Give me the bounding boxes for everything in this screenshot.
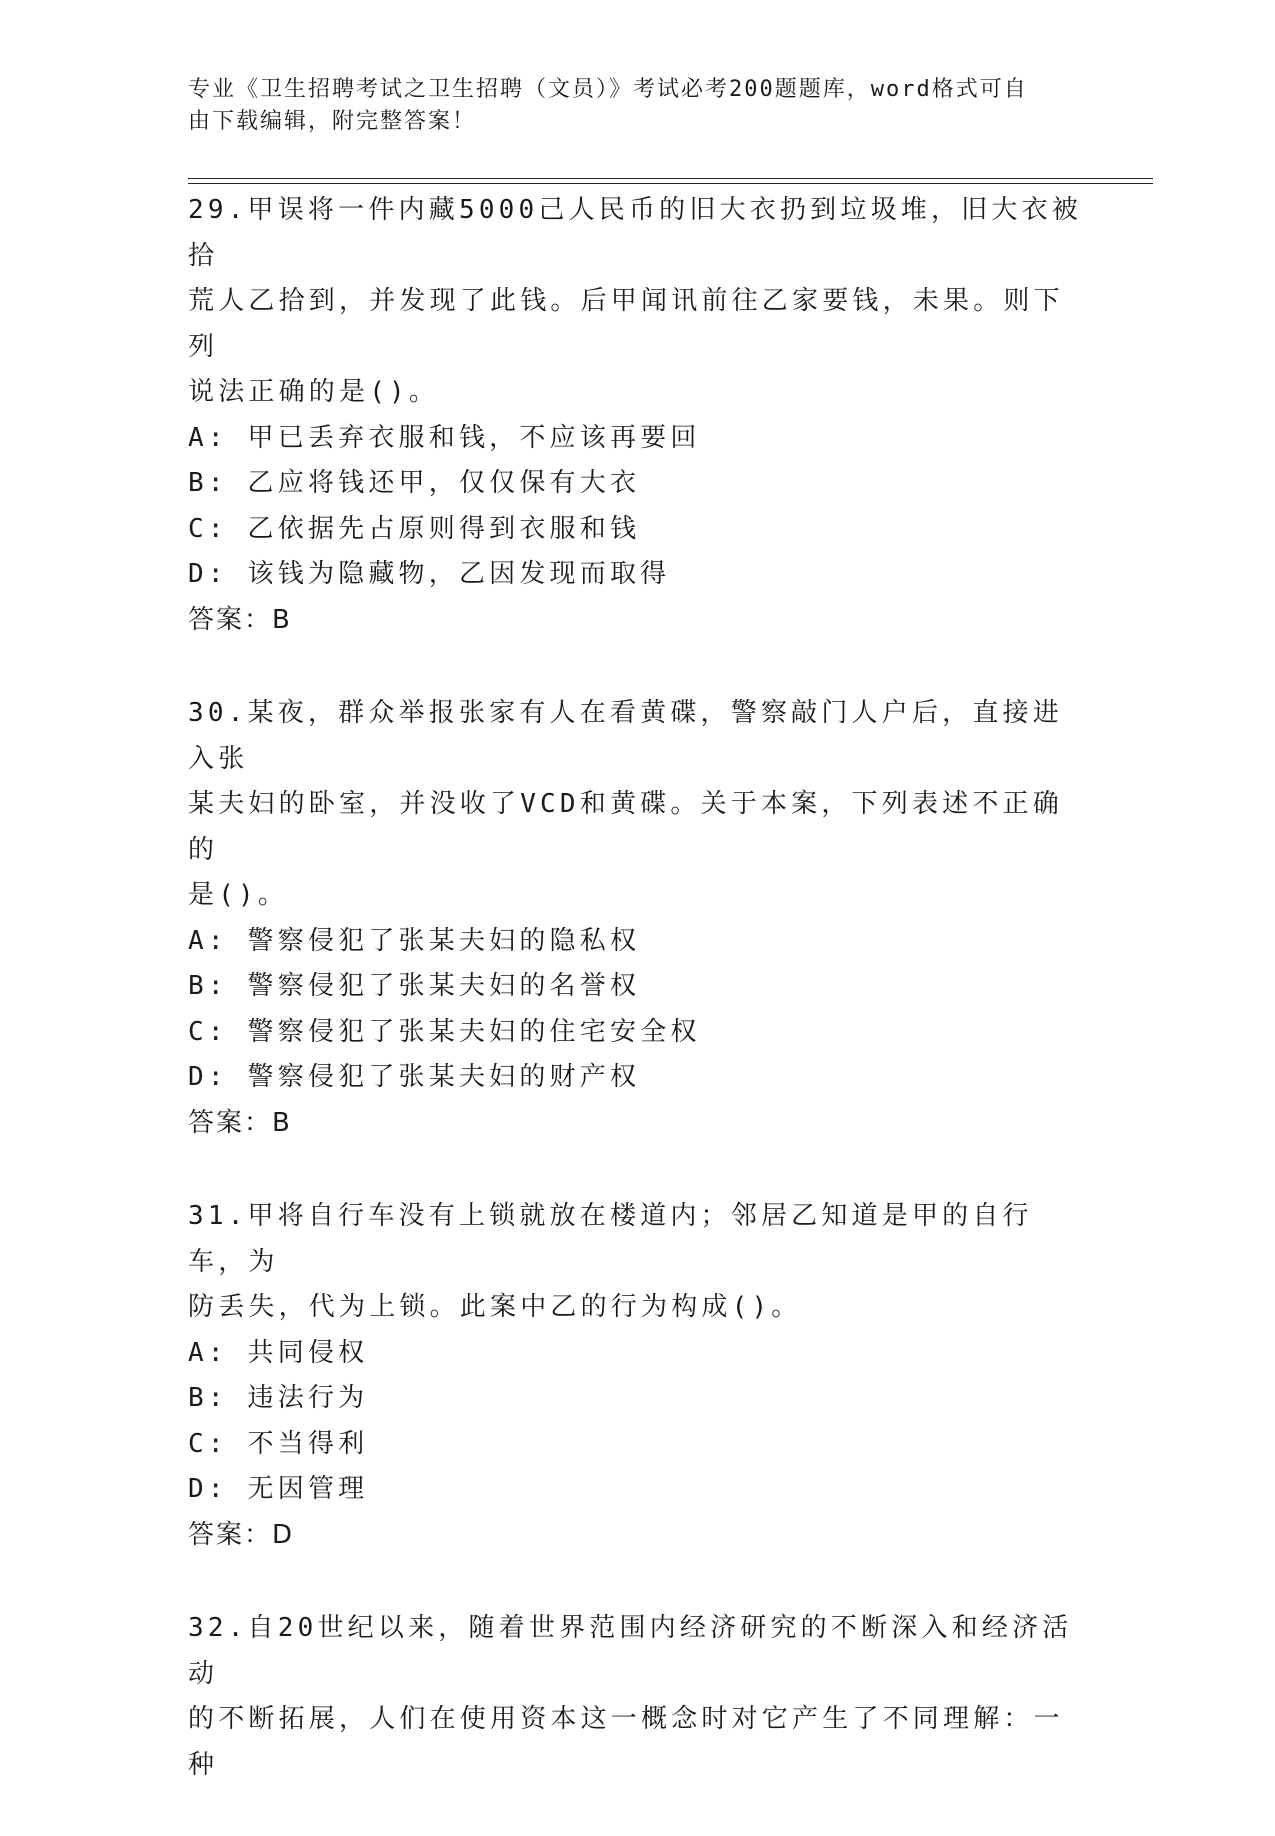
stem-line: 荒人乙拾到，并发现了此钱。后甲闻讯前往乙家要钱，未果。则下列 xyxy=(188,286,1064,362)
stem-line: 防丢失，代为上锁。此案中乙的行为构成()。 xyxy=(188,1292,802,1322)
header-line-1: 专业《卫生招聘考试之卫生招聘（文员）》考试必考200题题库，word格式可自 xyxy=(188,77,1028,102)
header-divider-top xyxy=(188,178,1153,179)
stem-line: 31.甲将自行车没有上锁就放在楼道内；邻居乙知道是甲的自行车，为 xyxy=(188,1201,1033,1277)
answer-line: 答案：B xyxy=(188,604,292,635)
question-stem xyxy=(188,1606,1088,1788)
header-line-2: 由下载编辑，附完整答案！ xyxy=(188,109,477,134)
stem-line: 某夫妇的卧室，并没收了VCD和黄碟。关于本案，下列表述不正确的 xyxy=(188,789,1063,865)
option-b: B: 警察侵犯了张某夫妇的名誉权 xyxy=(188,971,641,1001)
option-c: C: 不当得利 xyxy=(188,1428,369,1459)
option-d: D: 无因管理 xyxy=(188,1474,369,1504)
option-a: A: 甲已丢弃衣服和钱，不应该再要回 xyxy=(188,422,701,453)
question-31 xyxy=(188,1194,1088,1558)
option-c: C: 警察侵犯了张某夫妇的住宅安全权 xyxy=(188,1016,701,1047)
option-d: D: 警察侵犯了张某夫妇的财产权 xyxy=(188,1062,641,1092)
answer-line: 答案：B xyxy=(188,1107,292,1138)
option-a: A: 警察侵犯了张某夫妇的隐私权 xyxy=(188,925,641,956)
option-b: B: 违法行为 xyxy=(188,1383,369,1413)
header-divider-bottom xyxy=(188,183,1153,184)
question-list xyxy=(188,188,1088,1836)
question-29 xyxy=(188,188,1088,643)
stem-line: 是()。 xyxy=(188,880,289,910)
stem-line: 30.某夜，群众举报张家有人在看黄碟，警察敲门人户后，直接进入张 xyxy=(188,698,1063,774)
question-30 xyxy=(188,691,1088,1146)
answer-line: 答案：D xyxy=(188,1519,295,1550)
option-d: D: 该钱为隐藏物，乙因发现而取得 xyxy=(188,559,671,589)
stem-line: 说法正确的是()。 xyxy=(188,377,440,407)
question-stem xyxy=(188,691,1088,919)
question-32 xyxy=(188,1606,1088,1788)
document-header xyxy=(188,74,1068,138)
stem-line: 29.甲误将一件内藏5000己人民币的旧大衣扔到垃圾堆，旧大衣被拾 xyxy=(188,195,1082,271)
stem-line: 的不断拓展，人们在使用资本这一概念时对它产生了不同理解：一种 xyxy=(188,1704,1064,1780)
option-b: B: 乙应将钱还甲，仅仅保有大衣 xyxy=(188,468,641,498)
stem-line: 32.自20世纪以来，随着世界范围内经济研究的不断深入和经济活动 xyxy=(188,1613,1073,1689)
option-a: A: 共同侵权 xyxy=(188,1337,369,1368)
question-stem xyxy=(188,1194,1088,1331)
option-c: C: 乙依据先占原则得到衣服和钱 xyxy=(188,513,641,544)
question-stem xyxy=(188,188,1088,416)
